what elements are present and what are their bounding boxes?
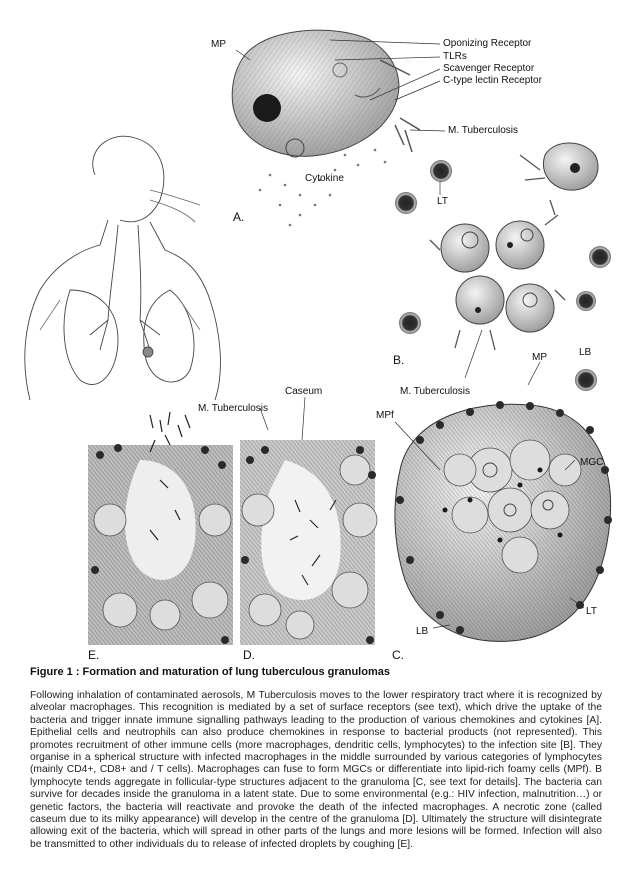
label-lt-c: LT xyxy=(586,606,597,617)
label-mp-top: MP xyxy=(211,39,226,50)
label-scavenger-receptor: Scavenger Receptor xyxy=(443,63,535,74)
label-panel-b: B. xyxy=(393,353,405,367)
panel-d-caseum xyxy=(240,440,377,645)
label-m-tb-top: M. Tuberculosis xyxy=(448,125,519,136)
label-lb-b: LB xyxy=(579,347,592,358)
label-m-tb-e: M. Tuberculosis xyxy=(198,403,269,414)
label-panel-c: C. xyxy=(392,648,404,662)
figure-caption: Figure 1 : Formation and maturation of lung tuberculous granulomas xyxy=(30,666,390,678)
label-caseum: Caseum xyxy=(285,386,323,397)
label-lt-mid: LT xyxy=(437,196,448,207)
panel-e-dissemination xyxy=(88,412,233,645)
panel-b-cluster xyxy=(430,215,565,350)
label-cytokine: Cytokine xyxy=(305,173,344,184)
label-panel-e: E. xyxy=(88,648,100,662)
label-m-tb-b: M. Tuberculosis xyxy=(400,386,471,397)
label-oponizing-receptor: Oponizing Receptor xyxy=(443,38,532,49)
label-c-type-lectin: C-type lectin Receptor xyxy=(443,75,542,86)
panel-c-granuloma xyxy=(395,401,612,641)
panel-a-macrophage xyxy=(232,30,420,226)
label-lb-c: LB xyxy=(416,626,429,637)
label-mgc: MGC xyxy=(580,457,604,468)
label-mp-b: MP xyxy=(532,352,547,363)
small-macrophage xyxy=(520,143,598,215)
body-paragraph: Following inhalation of contaminated aerosols, M Tuberculosis moves to the lower respiratory tract where it is recognized by alveolar macrophages. This recognition is mediated by a set of surface receptors (see text), which drive the uptake of the bacteria and trigger innate immune signalling pathways leading to the production of various chemokines and cytokines [A]. Epithelial cells and neutrophils can also produce chemokines in response to bacterial products (not represented). This promotes recruitment of other immune cells (more macrophages, dendritic cells, lymphocytes) to the infection site [B]. They organise in a spherical structure with infected macrophages in the middle surrounded by various categories of lymphocytes (mainly CD4+, CD8+ and / T cells). Macrophages can fuse to form MGCs or differentiate into lipid-rich foamy cells (MPf). B lymphocyte tends aggregate in follicular-type structures adjacent to the granuloma [C, see text for details]. The bacteria can survive for decades inside the granuloma in a latent state. Due to some environmental (e.g.: HIV infection, malnutrition…) or genetic factors, the bacteria will reactivate and provoke the death of the infected macrophages. A necrotic zone (called caseum due to its milky appearance) will develop in the centre of the granuloma [D]. Ultimately the structure will disintegrate allowing exit of the bacteria, which will spread in other parts of the lungs and more lesions will be formed. Infection will also be transmitted to other individuals du to release of infected droplets by coughing [E]. xyxy=(30,690,602,850)
label-mpf: MPf xyxy=(376,410,394,421)
label-tlrs: TLRs xyxy=(443,51,467,62)
label-panel-d: D. xyxy=(243,648,255,662)
label-panel-a: A. xyxy=(233,210,245,224)
human-torso-sketch xyxy=(25,136,221,400)
